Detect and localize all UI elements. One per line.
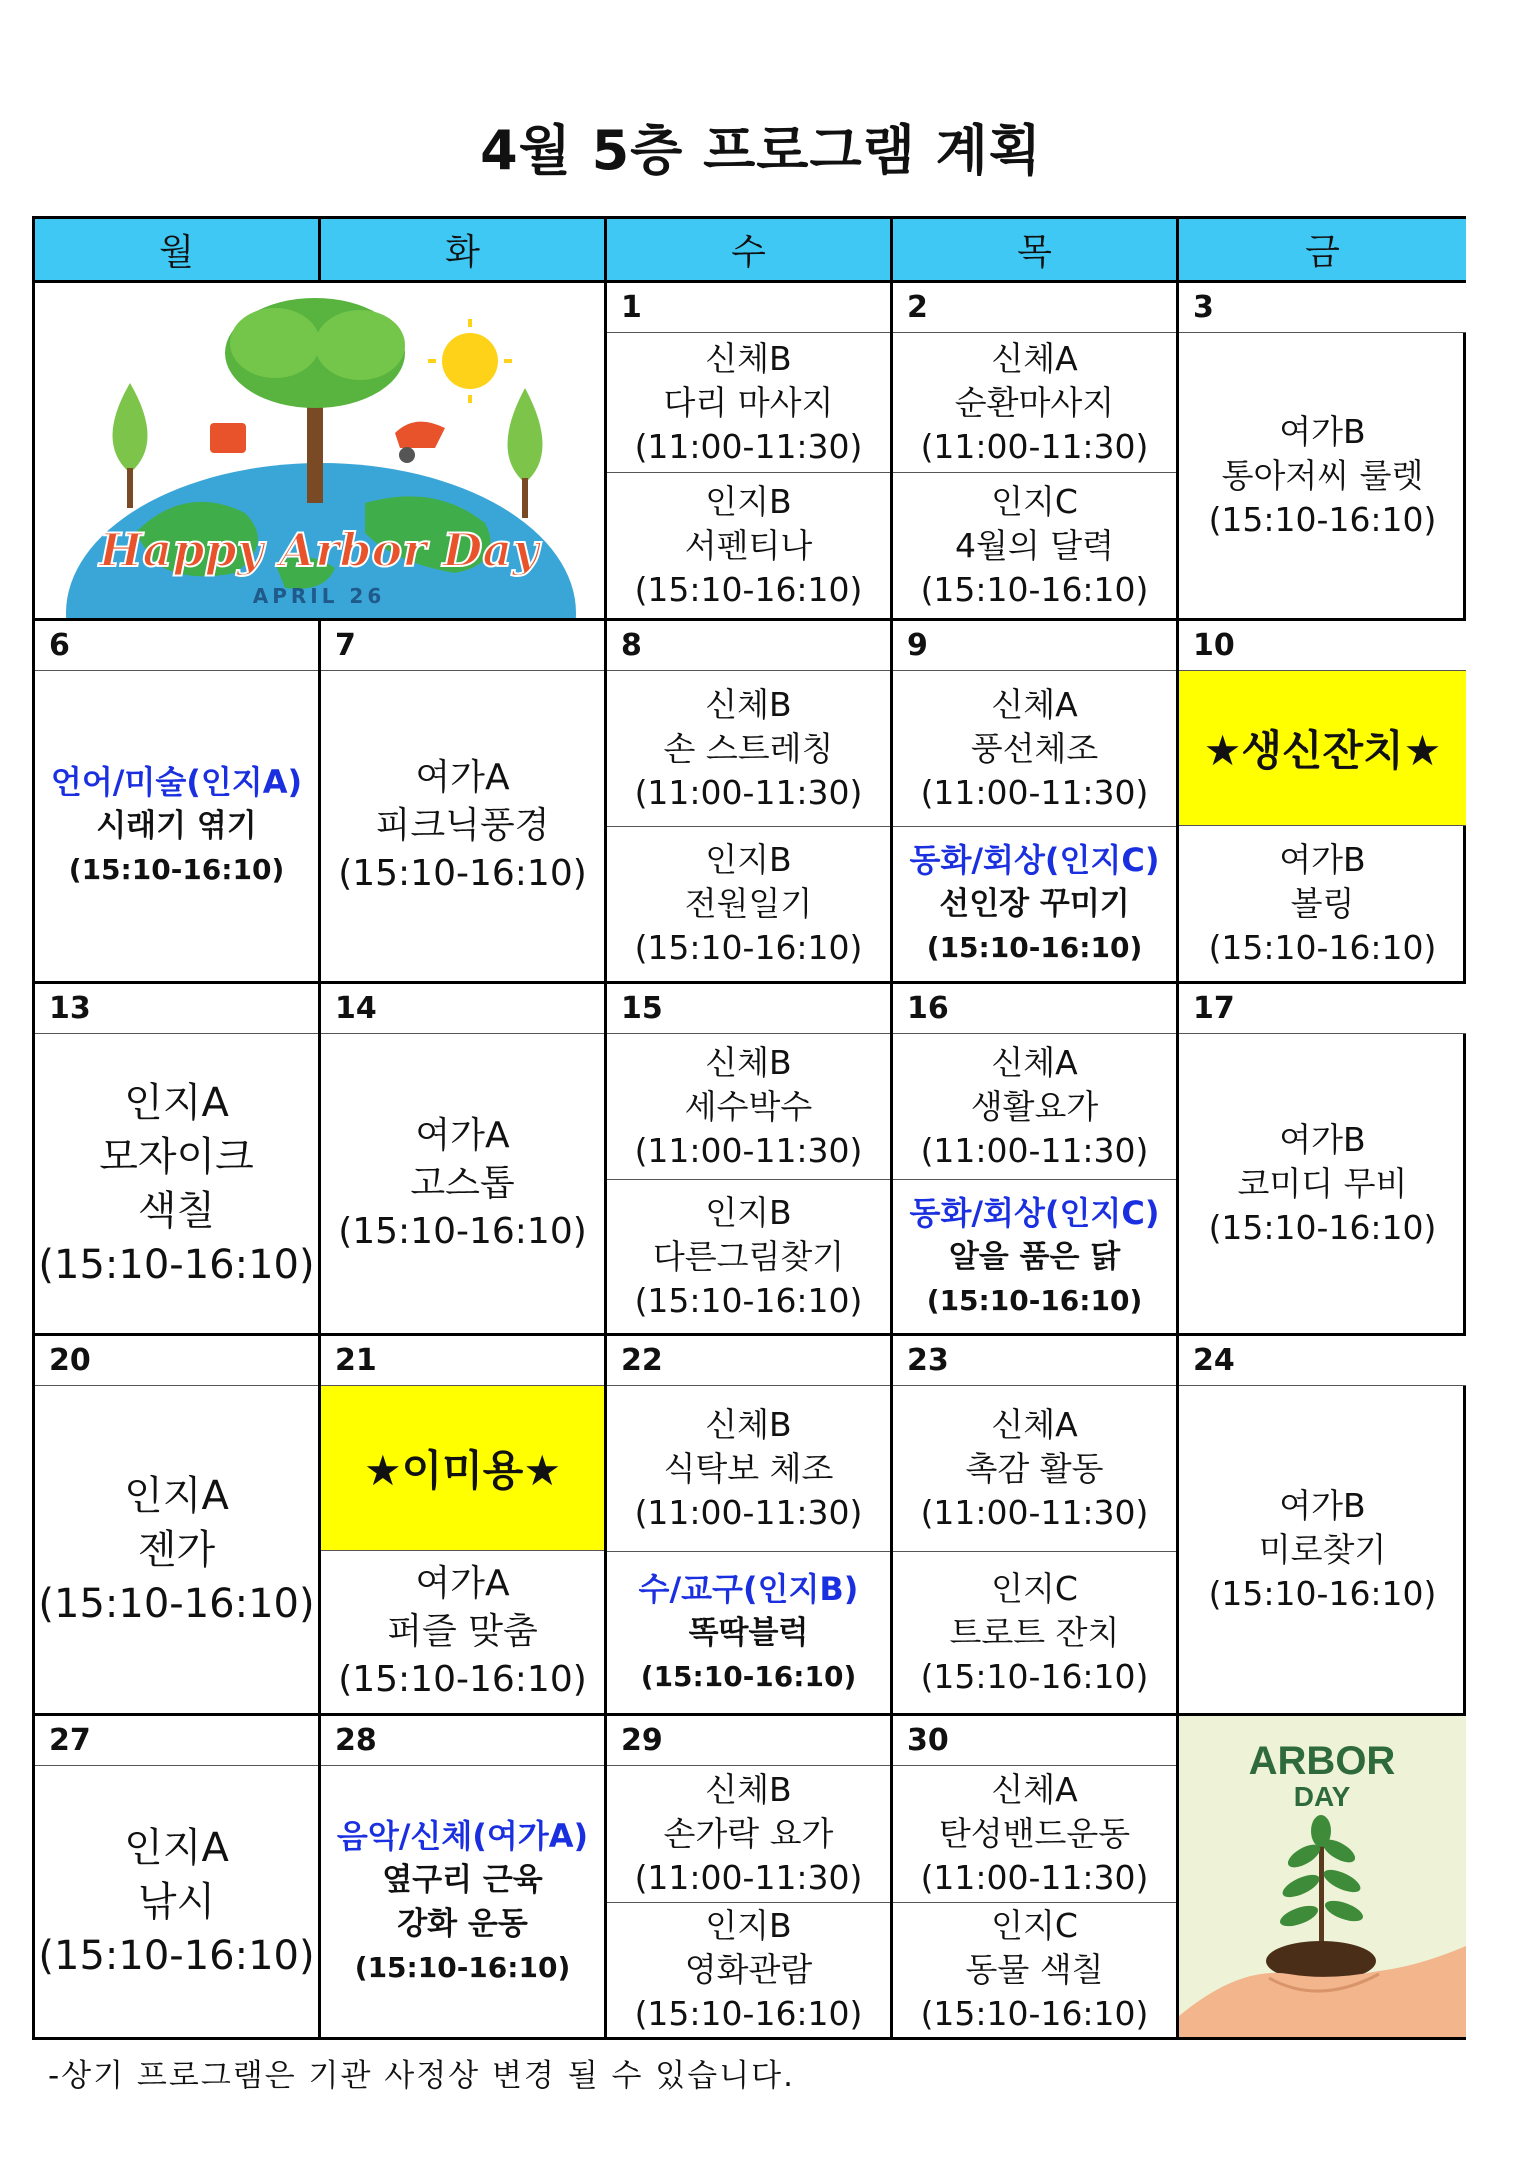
afternoon-program: 인지B 전원일기 (15:10-16:10) — [607, 826, 890, 981]
afternoon-program: 여가A 피크닉풍경 (15:10-16:10) — [338, 757, 587, 894]
afternoon-program: 여가B 통아저씨 룰렛 (15:10-16:10) — [1208, 411, 1437, 539]
weekday-header-mon: 월 — [35, 219, 321, 283]
afternoon-program: 여가B 볼링 (15:10-16:10) — [1208, 839, 1437, 967]
afternoon-program: 여가B 코미디 무비 (15:10-16:10) — [1208, 1119, 1437, 1247]
day-cell-27 — [35, 1716, 321, 2037]
day-cell-21 — [321, 1336, 607, 1716]
date-number: 9 — [893, 621, 1176, 671]
weekday-header-fri: 금 — [1179, 219, 1466, 283]
date-number: 30 — [893, 1716, 1176, 1766]
afternoon-program: 인지B 서펜티나 (15:10-16:10) — [607, 472, 890, 618]
date-number: 1 — [607, 283, 890, 333]
morning-program: 신체A 생활요가 (11:00-11:30) — [920, 1042, 1149, 1170]
afternoon-program: 인지C 4월의 달력 (15:10-16:10) — [893, 472, 1176, 618]
day-cell-24 — [1179, 1336, 1466, 1716]
day-cell-1 — [607, 283, 893, 621]
afternoon-program: 음악/신체(여가A) 옆구리 근육 강화 운동 (15:10-16:10) — [336, 1816, 589, 1984]
date-number: 8 — [607, 621, 890, 671]
arbor-day-illustration — [35, 283, 607, 621]
afternoon-program: 인지C 동물 색칠 (15:10-16:10) — [893, 1902, 1176, 2037]
morning-program: 신체B 손가락 요가 (11:00-11:30) — [634, 1770, 863, 1897]
morning-program: 신체B 식탁보 체조 (11:00-11:30) — [634, 1404, 863, 1532]
arbor-day-logo-text: Happy Arbor Day — [99, 523, 539, 577]
haircut-event: ★이미용★ — [321, 1386, 604, 1551]
afternoon-program: 인지B 다른그림찾기 (15:10-16:10) — [607, 1179, 890, 1333]
afternoon-program: 인지A 낚시 (15:10-16:10) — [38, 1824, 315, 1979]
date-number: 22 — [607, 1336, 890, 1386]
birthday-party-event: ★생신잔치★ — [1179, 671, 1466, 826]
weekday-header-thu: 목 — [893, 219, 1179, 283]
afternoon-program: 동화/회상(인지C) 선인장 꾸미기 (15:10-16:10) — [893, 826, 1176, 981]
day-cell-6 — [35, 621, 321, 984]
date-number: 16 — [893, 984, 1176, 1034]
arbor-day-sapling-illustration — [1179, 1716, 1466, 2037]
page-title: 4월 5층 프로그램 계획 — [480, 119, 1042, 182]
date-number: 15 — [607, 984, 890, 1034]
day-cell-14 — [321, 984, 607, 1336]
afternoon-program: 인지B 영화관람 (15:10-16:10) — [607, 1902, 890, 2037]
day-cell-17 — [1179, 984, 1466, 1336]
afternoon-program: 인지A 모자이크 색칠 (15:10-16:10) — [38, 1079, 315, 1288]
day-cell-29 — [607, 1716, 893, 2037]
date-number: 27 — [35, 1716, 318, 1766]
date-number: 10 — [1179, 621, 1466, 671]
date-number: 2 — [893, 283, 1176, 333]
morning-program: 신체B 세수박수 (11:00-11:30) — [634, 1042, 863, 1170]
day-cell-10 — [1179, 621, 1466, 984]
day-cell-16 — [893, 984, 1179, 1336]
weekday-header-tue: 화 — [321, 219, 607, 283]
day-cell-3 — [1179, 283, 1466, 621]
arbor-day-logo-text: ARBOR — [1248, 1739, 1396, 1783]
morning-program: 신체B 다리 마사지 (11:00-11:30) — [634, 338, 863, 466]
morning-program: 신체B 손 스트레칭 (11:00-11:30) — [634, 684, 863, 812]
day-cell-15 — [607, 984, 893, 1336]
afternoon-program: 인지A 젠가 (15:10-16:10) — [38, 1472, 315, 1627]
day-cell-2 — [893, 283, 1179, 621]
afternoon-program: 여가B 미로찾기 (15:10-16:10) — [1208, 1485, 1437, 1613]
date-number: 7 — [321, 621, 604, 671]
footnote: -상기 프로그램은 기관 사정상 변경 될 수 있습니다. — [48, 2058, 795, 2094]
date-number: 17 — [1179, 984, 1466, 1034]
afternoon-program: 동화/회상(인지C) 알을 품은 닭 (15:10-16:10) — [893, 1179, 1176, 1333]
day-cell-23 — [893, 1336, 1179, 1716]
date-number: 6 — [35, 621, 318, 671]
date-number: 21 — [321, 1336, 604, 1386]
afternoon-program: 언어/미술(인지A) 시래기 엮기 (15:10-16:10) — [50, 763, 303, 886]
day-cell-22 — [607, 1336, 893, 1716]
day-cell-8 — [607, 621, 893, 984]
calendar-table — [32, 216, 1466, 2040]
afternoon-program: 여가A 고스톱 (15:10-16:10) — [338, 1114, 587, 1252]
weekday-header-wed: 수 — [607, 219, 893, 283]
morning-program: 신체A 순환마사지 (11:00-11:30) — [920, 338, 1149, 466]
day-cell-13 — [35, 984, 321, 1336]
morning-program: 신체A 풍선체조 (11:00-11:30) — [920, 684, 1149, 812]
svg-text:DAY: DAY — [1293, 1781, 1351, 1812]
date-number: 14 — [321, 984, 604, 1034]
afternoon-program: 수/교구(인지B) 똑딱블럭 (15:10-16:10) — [607, 1551, 890, 1713]
day-cell-28 — [321, 1716, 607, 2037]
date-number: 28 — [321, 1716, 604, 1766]
morning-program: 신체A 탄성밴드운동 (11:00-11:30) — [920, 1770, 1149, 1897]
day-cell-7 — [321, 621, 607, 984]
date-number: 20 — [35, 1336, 318, 1386]
date-number: 24 — [1179, 1336, 1466, 1386]
date-number: 13 — [35, 984, 318, 1034]
day-cell-30 — [893, 1716, 1179, 2037]
svg-text:APRIL 26: APRIL 26 — [252, 584, 386, 608]
date-number: 23 — [893, 1336, 1176, 1386]
day-cell-20 — [35, 1336, 321, 1716]
date-number: 3 — [1179, 283, 1466, 333]
afternoon-program: 인지C 트로트 잔치 (15:10-16:10) — [893, 1551, 1176, 1713]
day-cell-9 — [893, 621, 1179, 984]
morning-program: 신체A 촉감 활동 (11:00-11:30) — [920, 1404, 1149, 1532]
date-number: 29 — [607, 1716, 890, 1766]
afternoon-program: 여가A 퍼즐 맞춤 (15:10-16:10) — [338, 1563, 587, 1700]
